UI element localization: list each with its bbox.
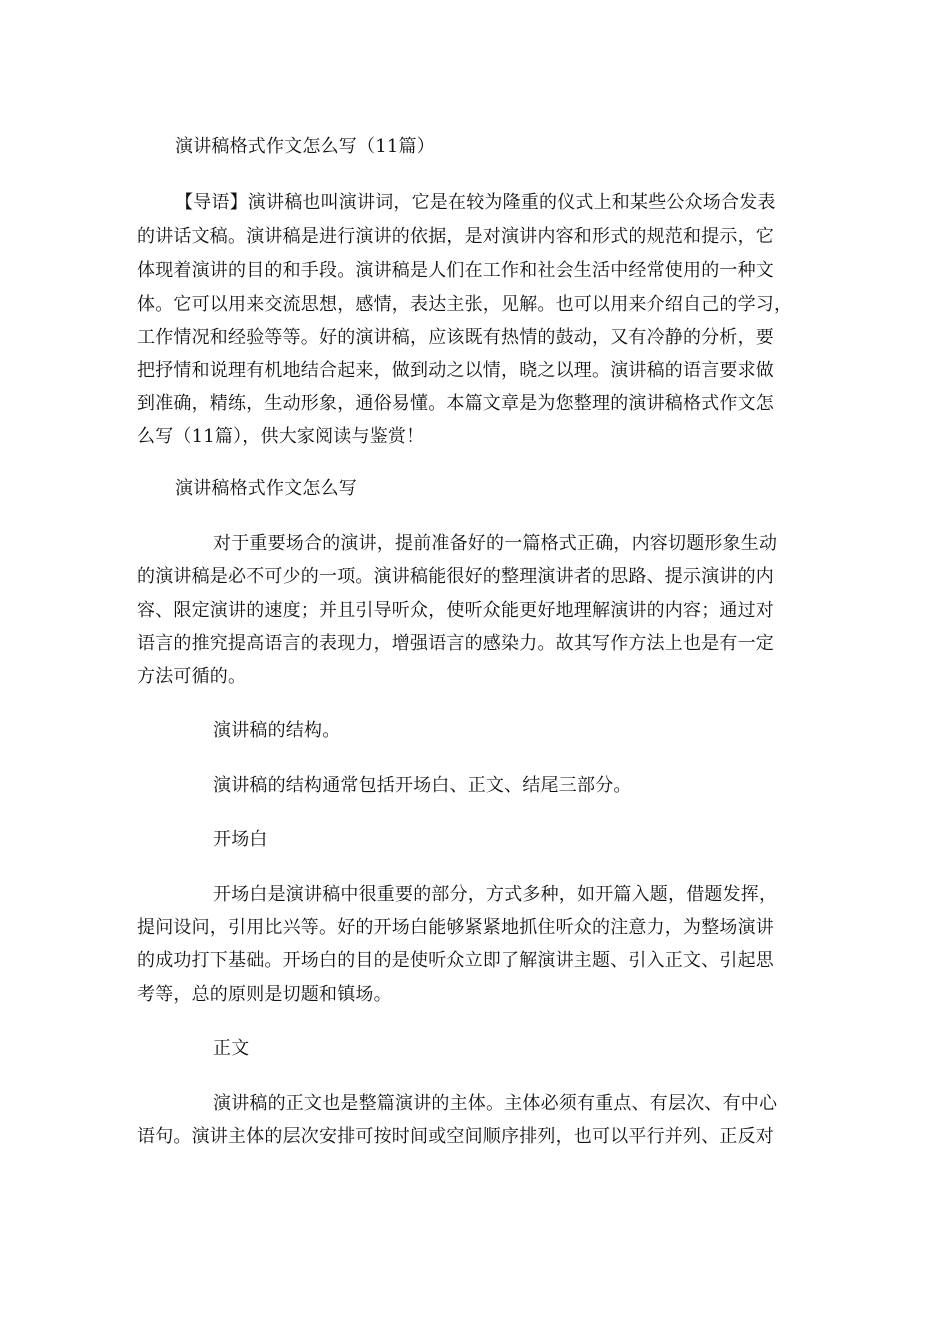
paragraph-line: 语句。演讲主体的层次安排可按时间或空间顺序排列，也可以平行并列、正反对 <box>137 1126 774 1147</box>
structure-text: 演讲稿的结构通常包括开场白、正文、结尾三部分。 <box>213 775 632 796</box>
intro-line: 【导语】演讲稿也叫演讲词，它是在较为隆重的仪式上和某些公众场合发表 <box>175 192 776 213</box>
intro-line: 体现着演讲的目的和手段。演讲稿是人们在工作和社会生活中经常使用的一种文 <box>137 260 774 281</box>
paragraph-line: 方法可循的。 <box>137 666 247 687</box>
body-heading: 正文 <box>213 1038 250 1059</box>
paragraph-line: 语言的推究提高语言的表现力，增强语言的感染力。故其写作方法上也是有一定 <box>137 633 774 654</box>
paragraph-line: 的成功打下基础。开场白的目的是使听众立即了解演讲主题、引入正文、引起思 <box>137 950 774 971</box>
intro-line: 体。它可以用来交流思想，感情，表达主张，见解。也可以用来介绍自己的学习， <box>137 294 793 315</box>
paragraph-line: 的演讲稿是必不可少的一项。演讲稿能很好的整理演讲者的思路、提示演讲的内 <box>137 566 774 587</box>
paragraph-line: 提问设问，引用比兴等。好的开场白能够紧紧地抓住听众的注意力，为整场演讲 <box>137 917 774 938</box>
paragraph-line: 对于重要场合的演讲，提前准备好的一篇格式正确，内容切题形象生动 <box>213 533 778 554</box>
paragraph-line: 开场白是演讲稿中很重要的部分，方式多种，如开篇入题，借题发挥， <box>213 884 778 905</box>
intro-line: 到准确，精练，生动形象，通俗易懂。本篇文章是为您整理的演讲稿格式作文怎 <box>137 393 774 414</box>
intro-line: 工作情况和经验等等。好的演讲稿，应该既有热情的鼓动，又有冷静的分析，要 <box>137 327 774 348</box>
paragraph-line: 容、限定演讲的速度；并且引导听众，使听众能更好地理解演讲的内容；通过对 <box>137 600 774 621</box>
paragraph-line: 考等，总的原则是切题和镇场。 <box>137 984 392 1005</box>
opening-heading: 开场白 <box>213 829 268 850</box>
document-title: 演讲稿格式作文怎么写（11篇） <box>175 136 435 157</box>
structure-heading: 演讲稿的结构。 <box>213 720 341 741</box>
intro-line: 把抒情和说理有机地结合起来，做到动之以情，晓之以理。演讲稿的语言要求做 <box>137 360 774 381</box>
intro-line: 么写（11篇），供大家阅读与鉴赏！ <box>137 426 425 447</box>
intro-line: 的讲话文稿。演讲稿是进行演讲的依据，是对演讲内容和形式的规范和提示，它 <box>137 226 774 247</box>
section-heading: 演讲稿格式作文怎么写 <box>175 478 357 499</box>
paragraph-line: 演讲稿的正文也是整篇演讲的主体。主体必须有重点、有层次、有中心 <box>213 1093 778 1114</box>
